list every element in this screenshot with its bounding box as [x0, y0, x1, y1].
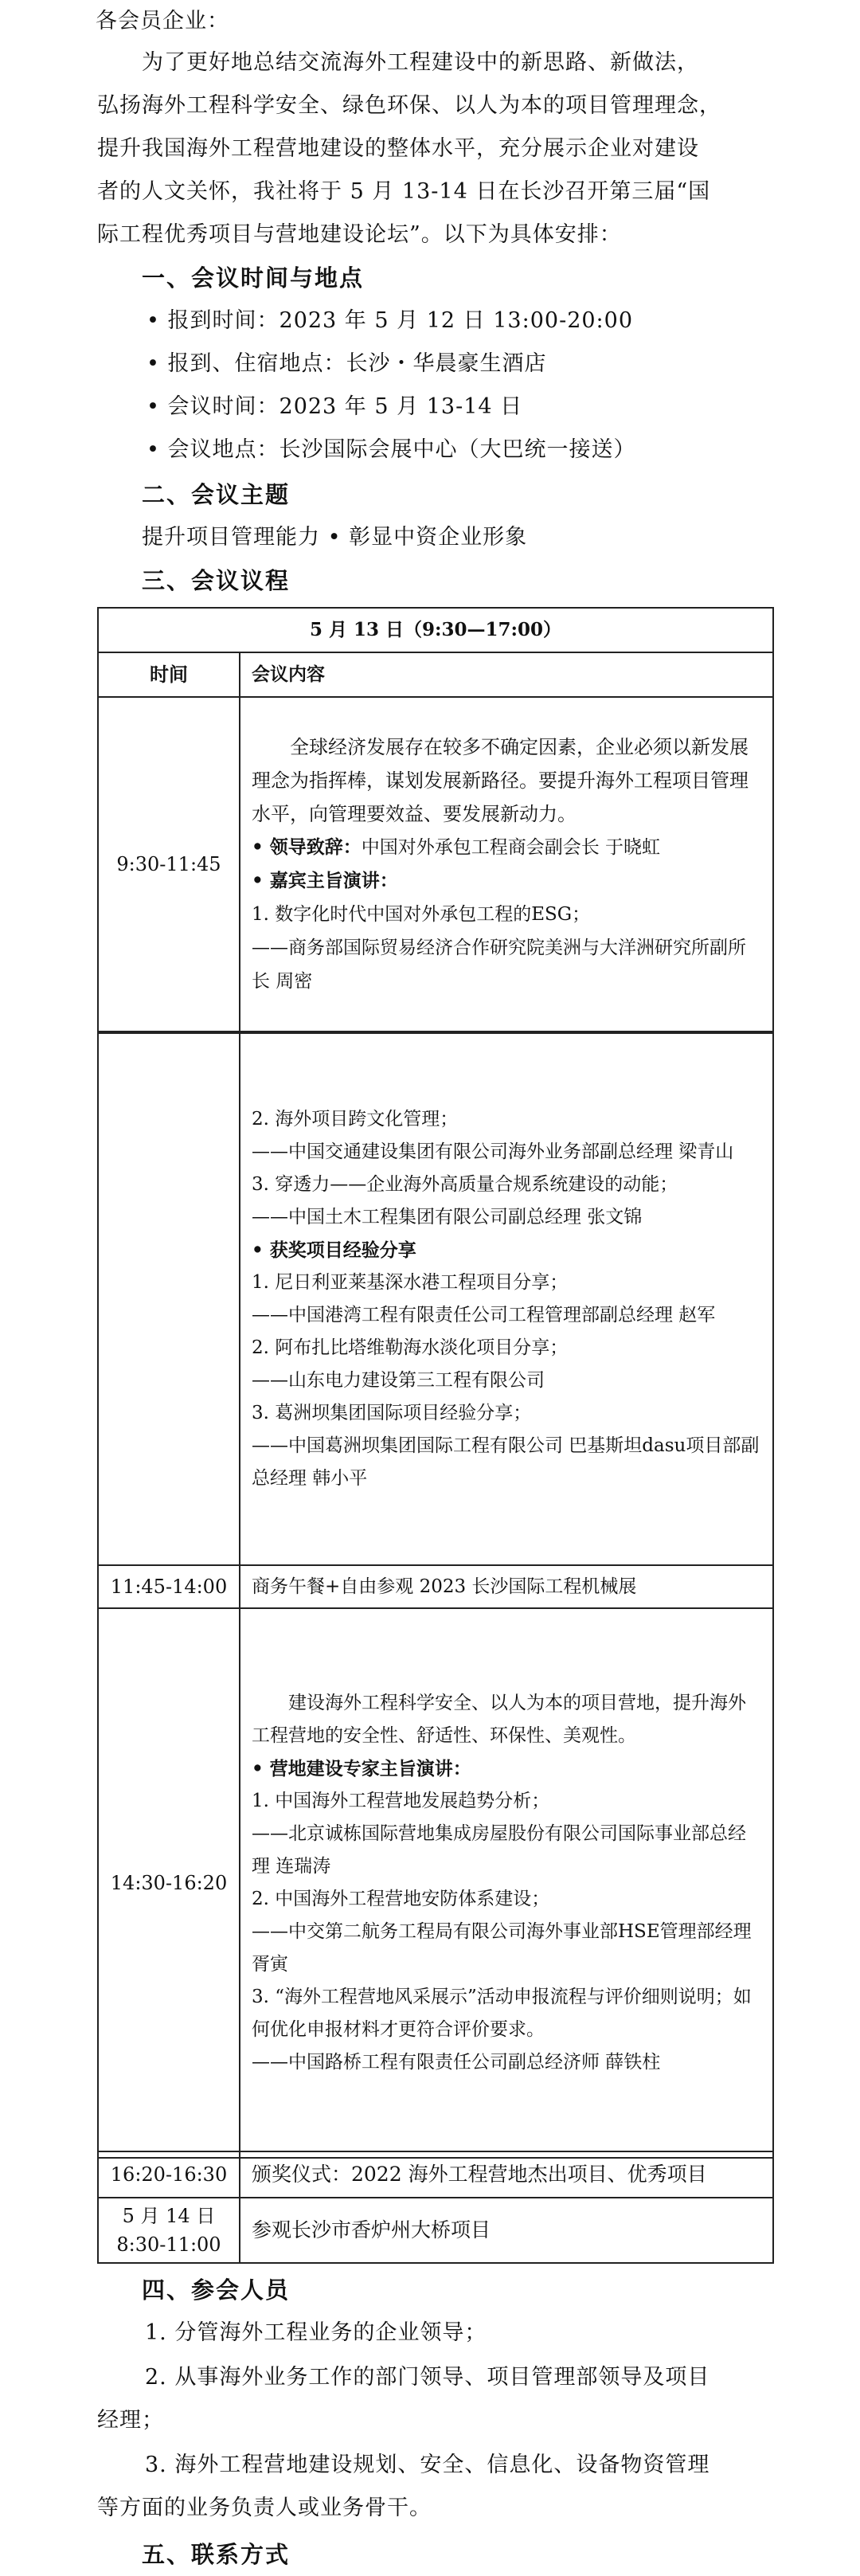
meeting-time: • 会议时间：2023 年 5 月 13-14 日 [147, 386, 522, 429]
session-intro: 全球经济发展存在较多不确定因素，企业必须以新发展理念为指挥棒，谋划发展新路径。要提升海外工程项目管理水平，向管理要效益、要发展新动力。 [252, 736, 749, 825]
award-speaker: ——山东电力建设第三工程有限公司 [252, 1370, 545, 1391]
checkin-time: • 报到时间：2023 年 5 月 12 日 13:00-20:00 [147, 299, 633, 343]
day2-text: 参观长沙市香炉州大桥项目 [240, 2198, 773, 2263]
talk-speaker: ——商务部国际贸易经济合作研究院美洲与大洋洲研究所副所长 周密 [252, 938, 746, 992]
section-3-title: 三、会议议程 [142, 567, 291, 594]
intro-line: 者的人文关怀，我社将于 5 月 13-14 日在长沙召开第三届“国 [97, 179, 711, 204]
attendee-3: 3. 海外工程营地建设规划、安全、信息化、设备物资管理 [145, 2453, 710, 2477]
award-item: 3. 葛洲坝集团国际项目经验分享； [252, 1403, 532, 1423]
camp-keynote-label: • 营地建设专家主旨演讲： [252, 1758, 471, 1779]
intro-line: 为了更好地总结交流海外工程建设中的新思路、新做法， [142, 50, 699, 75]
agenda-table-day1-continued [97, 1032, 774, 2159]
intro-line: 提升我国海外工程营地建设的整体水平，充分展示企业对建设 [97, 136, 699, 161]
leader-label: • 领导致辞： [252, 836, 362, 858]
meeting-theme: 提升项目管理能力 • 彰显中资企业形象 [142, 525, 528, 550]
award-share-label: • 获奖项目经验分享 [252, 1239, 416, 1261]
award-item: 2. 阿布扎比塔维勒海水淡化项目分享； [252, 1337, 569, 1358]
leader-text: 中国对外承包工程商会副会长 于晓虹 [361, 837, 661, 858]
agenda-table-day1-morning [97, 607, 774, 1032]
col-time-header: 时间 [98, 652, 240, 697]
day2-date: 5 月 14 日 [122, 2205, 216, 2227]
agenda-table-closing [97, 2151, 774, 2264]
day2-time [98, 2198, 240, 2263]
award-item: 1. 尼日利亚莱基深水港工程项目分享； [252, 1272, 569, 1293]
intro-line: 际工程优秀项目与营地建设论坛”。以下为具体安排： [97, 222, 622, 247]
award-ceremony-text: 颁奖仪式：2022 海外工程营地杰出项目、优秀项目 [240, 2151, 773, 2198]
leader-speech [252, 831, 761, 864]
section-2-title: 二、会议主题 [142, 481, 291, 508]
salutation: 各会员企业： [96, 9, 229, 33]
keynote-label: • 嘉宾主旨演讲： [252, 870, 398, 891]
talk-speaker: ——北京诚栋国际营地集成房屋股份有限公司国际事业部总经理 连瑞涛 [252, 1823, 746, 1877]
award-speaker: ——中国葛洲坝集团国际工程有限公司 巴基斯坦dasu项目部副总经理 韩小平 [252, 1435, 760, 1489]
col-content-header: 会议内容 [240, 652, 773, 697]
section-1-title: 一、会议时间与地点 [142, 264, 365, 292]
afternoon-time: 14:30-16:20 [98, 1608, 240, 2158]
attendee-1: 1. 分管海外工程业务的企业领导； [145, 2320, 487, 2345]
award-speaker: ——中国港湾工程有限责任公司工程管理部副总经理 赵军 [252, 1305, 716, 1325]
meeting-location: • 会议地点：长沙国际会展中心（大巴统一接送） [147, 429, 636, 472]
talk-title: 3. “海外工程营地风采展示”活动申报流程与评价细则说明；如何优化申报材料才更符合评价要求。 [252, 1987, 752, 2040]
section-5-title: 五、联系方式 [142, 2541, 291, 2568]
session-content [240, 1033, 773, 1565]
section-4-title: 四、参会人员 [142, 2277, 291, 2304]
attendee-2-cont: 经理； [97, 2408, 164, 2433]
talk-speaker: ——中国土木工程集团有限公司副总经理 张文锦 [252, 1207, 643, 1227]
afternoon-intro: 建设海外工程科学安全、以人为本的项目营地，提升海外工程营地的安全性、舒适性、环保性、美观性。 [252, 1693, 746, 1746]
award-ceremony-time: 16:20-16:30 [98, 2151, 240, 2198]
day2-hours: 8:30-11:00 [116, 2233, 221, 2256]
talk-speaker: ——中国路桥工程有限责任公司副总经济师 薛铁柱 [252, 2052, 661, 2073]
checkin-location: • 报到、住宿地点：长沙・华晨豪生酒店 [147, 343, 547, 386]
attendee-3-cont: 等方面的业务负责人或业务骨干。 [97, 2496, 432, 2520]
talk-speaker: ——中国交通建设集团有限公司海外业务部副总经理 梁青山 [252, 1141, 734, 1162]
intro-line: 弘扬海外工程科学安全、绿色环保、以人为本的项目管理理念， [97, 93, 721, 118]
talk-title: 1. 数字化时代中国对外承包工程的ESG； [252, 904, 591, 925]
talk-title: 2. 中国海外工程营地安防体系建设； [252, 1889, 550, 1909]
talk-speaker: ——中交第二航务工程局有限公司海外事业部HSE管理部经理 胥寅 [252, 1921, 752, 1975]
afternoon-content [240, 1608, 773, 2158]
session-content [240, 697, 773, 1032]
talk-title: 3. 穿透力——企业海外高质量合规系统建设的动能； [252, 1174, 678, 1195]
talk-title: 2. 海外项目跨文化管理； [252, 1109, 459, 1129]
agenda-day-header: 5 月 13 日（9:30—17:00） [98, 608, 773, 652]
attendee-2: 2. 从事海外业务工作的部门领导、项目管理部领导及项目 [145, 2365, 710, 2390]
lunch-time: 11:45-14:00 [98, 1565, 240, 1608]
lunch-text: 商务午餐+自由参观 2023 长沙国际工程机械展 [240, 1565, 773, 1608]
session-time-blank [98, 1033, 240, 1565]
session-time: 9:30-11:45 [98, 697, 240, 1032]
talk-title: 1. 中国海外工程营地发展趋势分析； [252, 1791, 550, 1811]
